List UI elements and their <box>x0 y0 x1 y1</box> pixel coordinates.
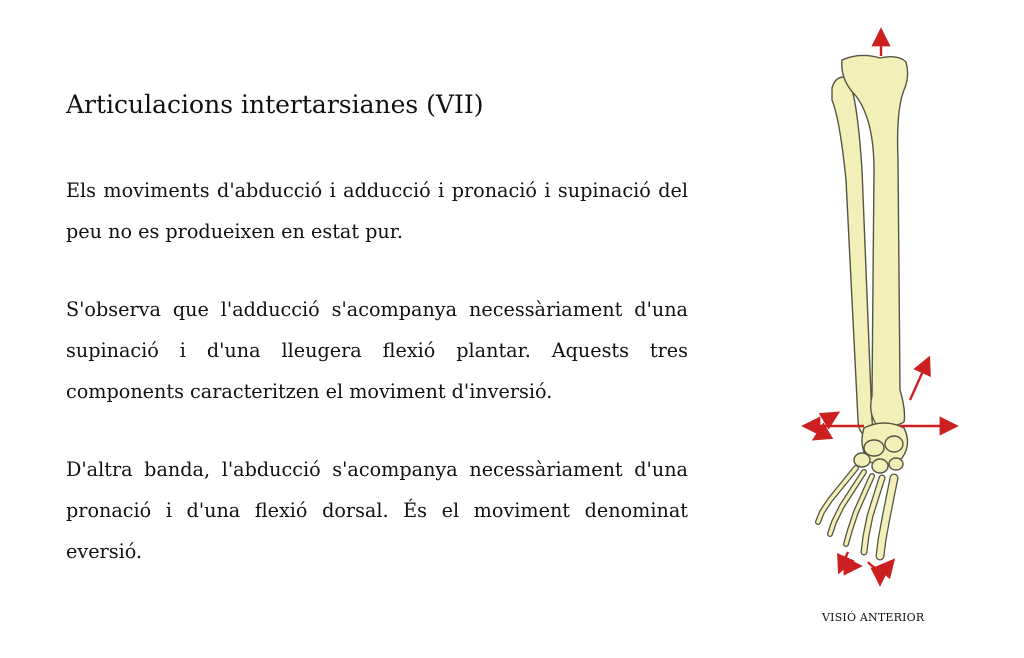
fibula-bone <box>832 77 872 436</box>
arrow-diagonal-up <box>910 360 928 400</box>
paragraph-3: D'altra banda, l'abducció s'acompanya necessàriament d'una pronació i d'una flexió dorsal. És el moviment denominat eversió. <box>66 458 688 563</box>
arrow-small-1 <box>826 414 836 420</box>
arrow-small-2 <box>816 432 826 438</box>
arrow-rotation <box>868 562 892 569</box>
paragraph-1: Els moviments d'abducció i adducció i pronació i supinació del peu no es produeixen en estat pur. <box>66 179 688 243</box>
leg-foot-skeleton-illustration <box>790 20 970 600</box>
arrow-toe-down <box>840 552 848 570</box>
page-title: Articulacions intertarsianes (VII) <box>66 90 484 119</box>
figure-caption: VISIÓ ANTERIOR <box>822 611 925 624</box>
paragraph-2: S'observa que l'adducció s'acompanya necessàriament d'una supinació i d'una lleugera flexió plantar. Aquests tres components caracteritzen el moviment d'inversió. <box>66 298 688 403</box>
